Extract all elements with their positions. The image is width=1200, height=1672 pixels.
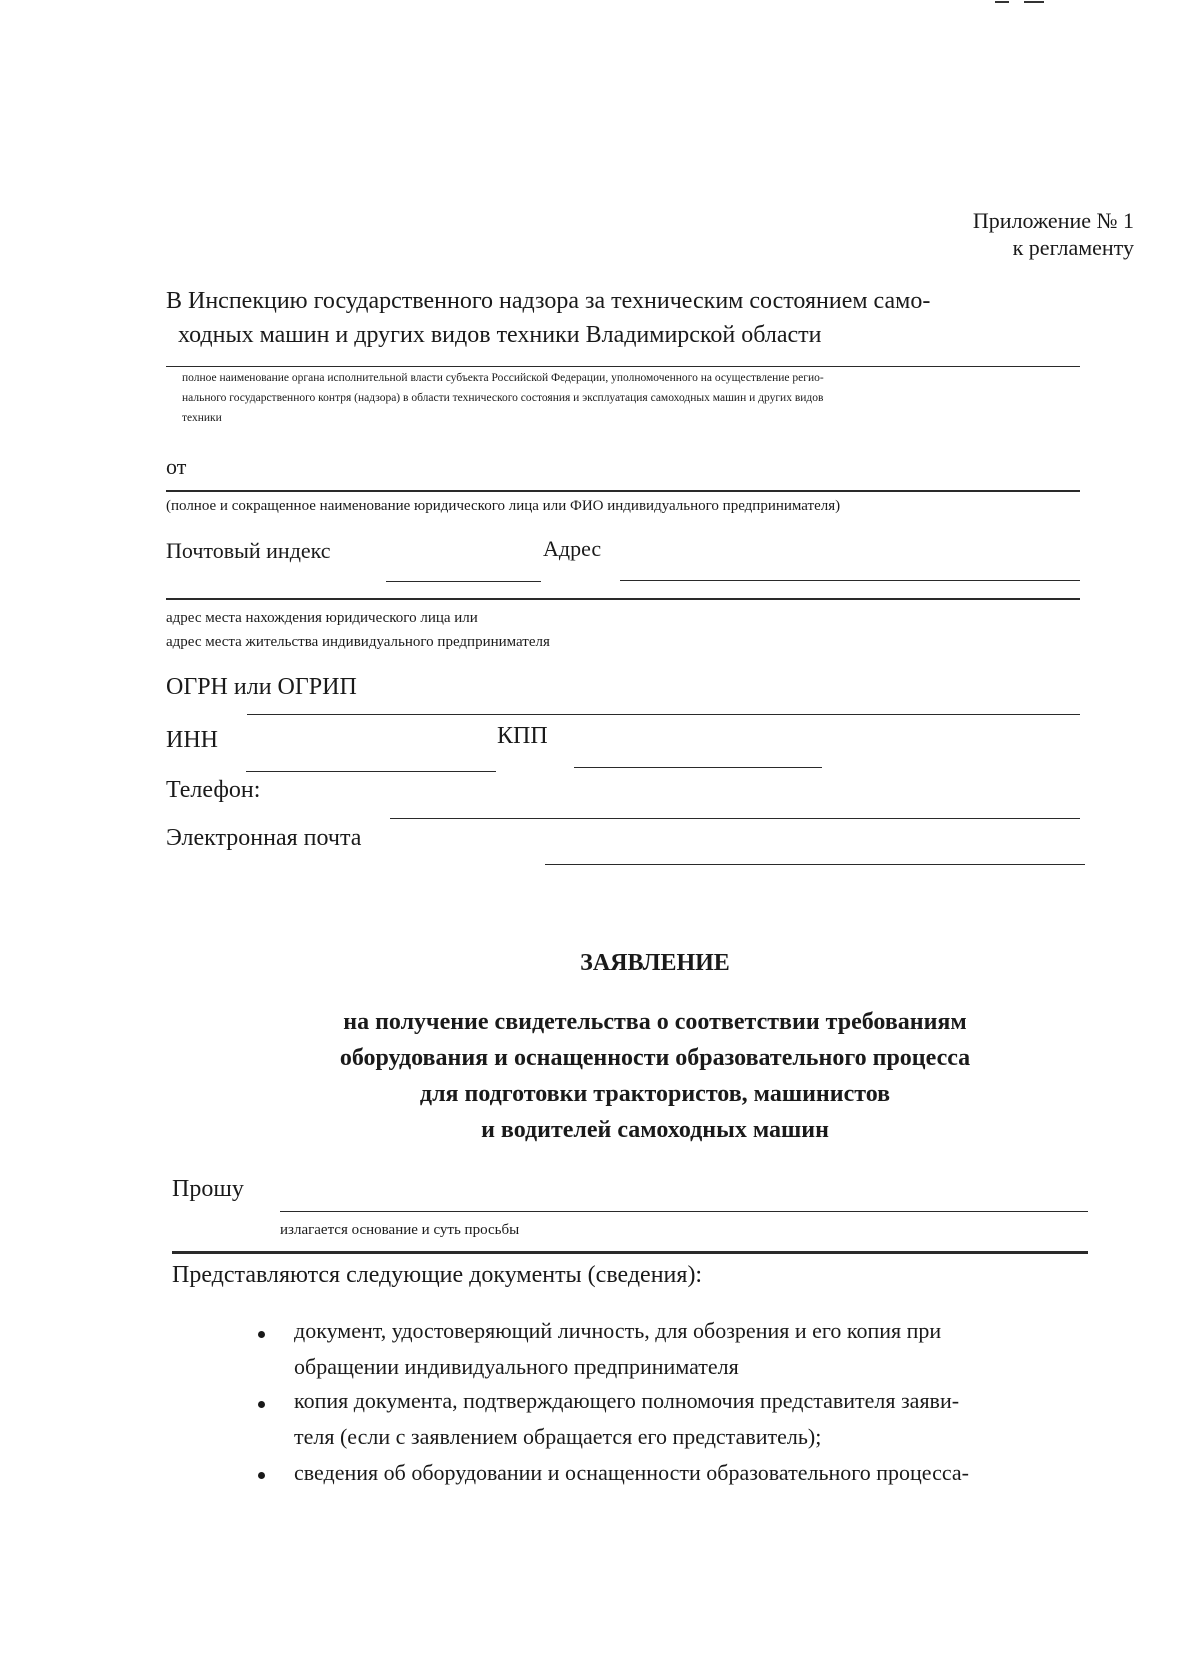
appendix-reference: к регламенту	[1012, 235, 1134, 260]
address-field-line[interactable]	[620, 580, 1080, 581]
subtitle-line-2: оборудования и оснащенности образовательного процесса	[339, 1045, 971, 1071]
addressee-line-2: ходных машин и других видов техники Владимирской области	[178, 322, 822, 348]
email-label: Электронная почта	[166, 825, 362, 851]
from-caption: (полное и сокращенное наименование юридического лица или ФИО индивидуального предпринимателя)	[166, 498, 841, 514]
document-subtitle	[0, 1004, 1200, 1148]
document-item-line-1: копия документа, подтверждающего полномочия представителя заяви-	[294, 1388, 960, 1413]
addressee-caption-line-2: нального государственного контря (надзора) в области технического состояния и эксплуатация самоходных машин и других видов	[182, 392, 824, 404]
kpp-label: КПП	[497, 723, 548, 749]
addressee-caption-line-3: техники	[182, 412, 222, 424]
from-field-line[interactable]	[166, 490, 1080, 492]
address-label: Адрес	[543, 536, 602, 561]
request-field-line[interactable]	[280, 1211, 1088, 1212]
postal-index-field-line[interactable]	[386, 581, 541, 582]
inn-field-line[interactable]	[246, 771, 496, 772]
phone-label: Телефон:	[166, 777, 261, 803]
document-item	[294, 1455, 969, 1491]
appendix-label	[973, 207, 1134, 261]
document-item-line-2: теля (если с заявлением обращается его представитель);	[294, 1424, 822, 1449]
addressee-caption-line-1: полное наименование органа исполнительной власти субъекта Российской Федерации, уполномоченного на осуществление регио-	[182, 372, 824, 384]
ogrn-label: ОГРН или ОГРИП	[166, 674, 357, 700]
addressee-underline	[166, 366, 1080, 367]
postal-caption-line-2: адрес места жительства индивидуального предпринимателя	[166, 634, 550, 650]
kpp-field-line[interactable]	[574, 767, 822, 768]
phone-field-line[interactable]	[390, 818, 1080, 819]
bullet-icon	[258, 1472, 265, 1479]
request-field-line-2[interactable]	[172, 1251, 1088, 1254]
ogrn-field-line[interactable]	[247, 714, 1080, 715]
scan-edge-mark	[995, 1, 1009, 3]
request-caption: излагается основание и суть просьбы	[280, 1222, 520, 1238]
subtitle-line-1: на получение свидетельства о соответствии требованиям	[343, 1009, 967, 1035]
document-title: ЗАЯВЛЕНИЕ	[580, 950, 730, 976]
inn-label: ИНН	[166, 727, 218, 753]
subtitle-line-4: и водителей самоходных машин	[481, 1117, 829, 1143]
addressee-line-1: В Инспекцию государственного надзора за техническим состоянием само-	[166, 288, 931, 314]
bullet-icon	[258, 1331, 265, 1338]
addressee-caption	[182, 368, 1082, 428]
document-item-line-1: сведения об оборудовании и оснащенности образовательного процесса-	[294, 1460, 969, 1485]
appendix-number: Приложение № 1	[972, 208, 1134, 233]
documents-heading: Представляются следующие документы (сведения):	[172, 1262, 703, 1288]
postal-index-label: Почтовый индекс	[166, 538, 331, 563]
request-label: Прошу	[172, 1176, 244, 1202]
document-item	[294, 1313, 941, 1385]
bullet-icon	[258, 1401, 265, 1408]
scan-edge-mark	[1024, 1, 1044, 3]
postal-caption-line-1: адрес места нахождения юридического лица или	[166, 610, 478, 626]
from-label: от	[166, 454, 187, 479]
email-field-line[interactable]	[545, 864, 1085, 865]
postal-caption	[166, 606, 550, 654]
subtitle-line-3: для подготовки трактористов, машинистов	[419, 1081, 891, 1107]
document-item-line-1: документ, удостоверяющий личность, для обозрения и его копия при	[294, 1318, 942, 1343]
document-item-line-2: обращении индивидуального предпринимателя	[294, 1354, 739, 1379]
address-field-line-2[interactable]	[166, 598, 1080, 600]
document-item	[294, 1383, 959, 1455]
